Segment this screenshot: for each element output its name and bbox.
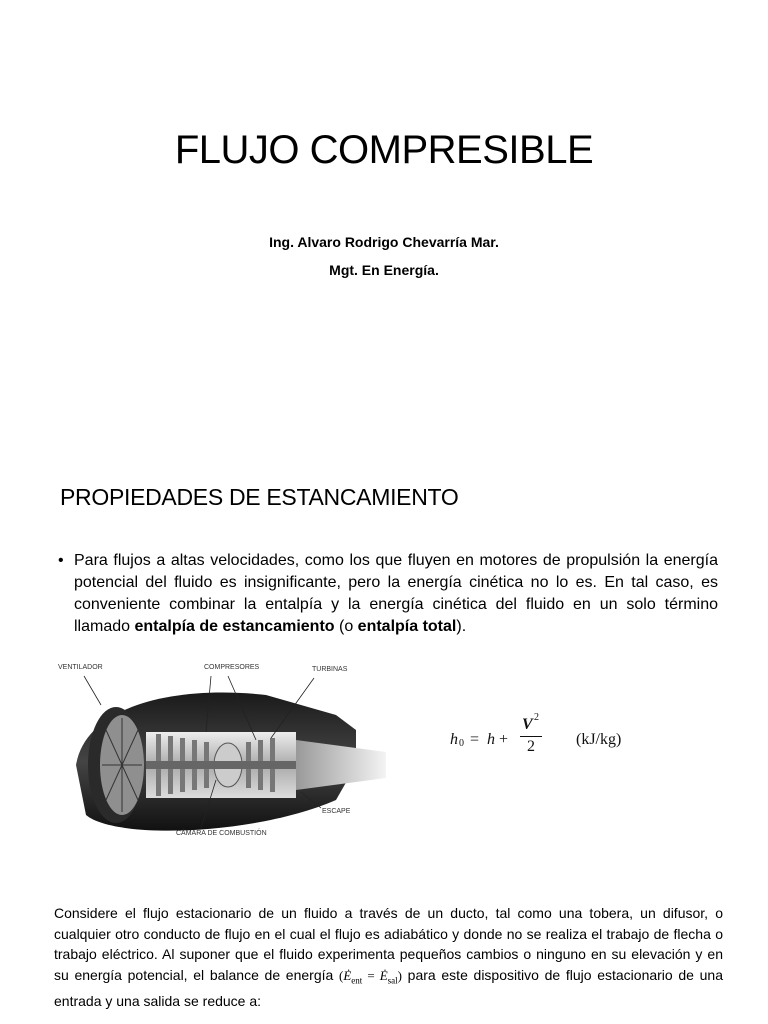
label-ventilador: VENTILADOR	[58, 664, 103, 671]
author-degree: Mgt. En Energía.	[329, 262, 439, 278]
label-turbinas: TURBINAS	[312, 666, 348, 673]
formula-denominator: 2	[527, 738, 535, 755]
page-title: FLUJO COMPRESIBLE	[174, 128, 594, 172]
bullet-text: Para flujos a altas velocidades, como los que fluyen en motores de propulsión la energía potencial del fluido es insignificante, pero la energía cinética no lo es. En tal caso, es conveniente combinar la entalpía y la energía cinética del fluido en un solo término llamado entalpía de estancamiento (o entalpía total).	[74, 552, 718, 635]
label-escape: ESCAPE	[322, 808, 351, 815]
formula-numerator: V	[522, 716, 533, 733]
stagnation-enthalpy-formula	[450, 712, 650, 766]
formula-exponent: 2	[534, 712, 539, 723]
label-camara: CÁMARA DE COMBUSTIÓN	[176, 830, 267, 837]
formula-plus: +	[495, 731, 513, 748]
label-compresores: COMPRESORES	[204, 664, 260, 671]
formula-lhs: h	[450, 731, 458, 748]
section-heading: PROPIEDADES DE ESTANCAMIENTO	[60, 484, 459, 510]
body-paragraph: Considere el flujo estacionario de un fluido a través de un ducto, tal como una tobera, un difusor, o cualquier otro conducto de flujo en el cual el flujo es adiabático y donde no se realiza el trabajo de flecha o trabajo eléctrico. Al suponer que el fluido experimenta pequeños cambios o ninguno en su elevación y en su energía potencial, el balance de energía ($Ė_{ent}$ = $Ė_{sal}$) para este dispositivo de flujo estacionario de una entrada y una salida se reduce a:	[54, 905, 723, 1009]
bullet-dot-icon: •	[58, 552, 64, 569]
formula-lhs-sub: 0	[459, 738, 464, 749]
author-name: Ing. Alvaro Rodrigo Chevarría Mar.	[269, 234, 499, 250]
bullet-item	[58, 550, 718, 638]
formula-h: h	[487, 731, 495, 748]
formula-units: (kJ/kg)	[576, 731, 622, 748]
fraction-bar	[520, 736, 542, 737]
jet-engine-figure	[56, 660, 386, 850]
jet-engine-illustration	[56, 660, 386, 850]
formula-eq: =	[466, 731, 484, 748]
